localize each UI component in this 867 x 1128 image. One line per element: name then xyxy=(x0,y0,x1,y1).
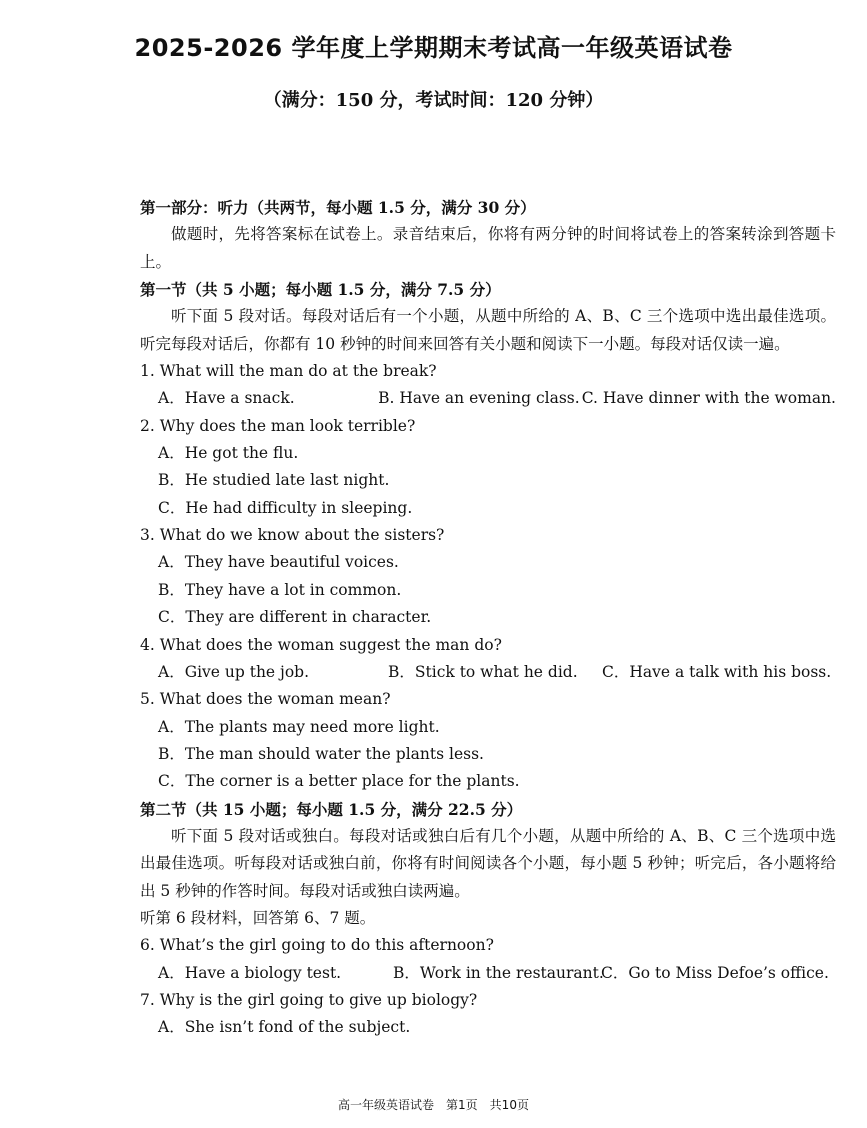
option-a: A．He got the flu. xyxy=(158,444,299,463)
question-text: 5. What does the woman mean? xyxy=(140,690,391,709)
exam-title: 2025-2026 学年度上学期期末考试高一年级英语试卷 xyxy=(134,34,733,62)
option-c: C．They are different in character. xyxy=(158,608,432,627)
option-a: A．Give up the job. xyxy=(158,662,310,681)
option-c: C. Have dinner with the woman. xyxy=(581,389,836,408)
question-7 xyxy=(140,987,836,1042)
option-b: B．The man should water the plants less. xyxy=(158,744,484,763)
question-text: 7. Why is the girl going to give up biology? xyxy=(140,990,478,1009)
option-a: A．The plants may need more light. xyxy=(158,717,440,736)
page-footer: 高一年级英语试卷 第1页 共10页 xyxy=(338,1098,529,1112)
material-note: 听第 6 段材料，回答第 6、7 题。 xyxy=(140,908,376,927)
question-2 xyxy=(140,413,836,522)
option-a: A．Have a snack. xyxy=(158,389,295,408)
section1-instruction: 听下面 5 段对话。每段对话后有一个小题，从题中所给的 A、B、C 三个选项中选出最佳选项。听完每段对话后，你都有 10 秒钟的时间来回答有关小题和阅读下一小题。每段对话仅读一遍。 xyxy=(140,307,836,353)
question-3 xyxy=(140,522,836,631)
option-b: B．Work in the restaurant. xyxy=(393,963,604,982)
option-b: B．He studied late last night. xyxy=(158,471,390,490)
option-c: C．He had difficulty in sleeping. xyxy=(158,498,413,517)
exam-subtitle: （满分：150 分，考试时间：120 分钟） xyxy=(263,90,604,111)
option-c: C．The corner is a better place for the plants. xyxy=(158,772,520,791)
question-text: 6. What’s the girl going to do this afternoon? xyxy=(140,936,494,955)
question-text: 1. What will the man do at the break? xyxy=(140,362,437,381)
option-b: B．Stick to what he did. xyxy=(388,662,578,681)
question-4 xyxy=(140,632,836,687)
section1-heading: 第一节（共 5 小题；每小题 1.5 分，满分 7.5 分） xyxy=(140,280,501,300)
option-a: A．Have a biology test. xyxy=(158,963,342,982)
option-b: B. Have an evening class. xyxy=(378,389,580,408)
part1-heading: 第一部分：听力（共两节，每小题 1.5 分，满分 30 分） xyxy=(140,198,536,217)
part1-instruction: 做题时，先将答案标在试卷上。录音结束后，你将有两分钟的时间将试卷上的答案转涂到答题卡上。 xyxy=(140,225,836,271)
options-row xyxy=(140,960,836,987)
section2-heading: 第二节（共 15 小题；每小题 1.5 分，满分 22.5 分） xyxy=(140,799,523,819)
options-row xyxy=(140,385,836,412)
option-a: A．They have beautiful voices. xyxy=(158,553,399,572)
question-1 xyxy=(140,358,836,413)
exam-body xyxy=(140,194,836,1042)
question-6 xyxy=(140,932,836,987)
section2-instruction: 听下面 5 段对话或独白。每段对话或独白后有几个小题，从题中所给的 A、B、C 三个选项中选出最佳选项。听每段对话或独白前，你将有时间阅读各个小题，每小题 5 秒钟；听完后，各小题将给出 5 秒钟的作答时间。每段对话或独白读两遍。 xyxy=(140,826,836,900)
question-text: 3. What do we know about the sisters? xyxy=(140,526,445,545)
option-b: B．They have a lot in common. xyxy=(158,580,402,599)
question-text: 2. Why does the man look terrible? xyxy=(140,416,416,435)
option-c: C．Have a talk with his boss. xyxy=(602,662,832,681)
option-a: A．She isn’t fond of the subject. xyxy=(158,1018,411,1037)
question-text: 4. What does the woman suggest the man do? xyxy=(140,635,502,654)
options-row xyxy=(140,659,836,686)
question-5 xyxy=(140,686,836,795)
option-c: C．Go to Miss Defoe’s office. xyxy=(601,963,829,982)
